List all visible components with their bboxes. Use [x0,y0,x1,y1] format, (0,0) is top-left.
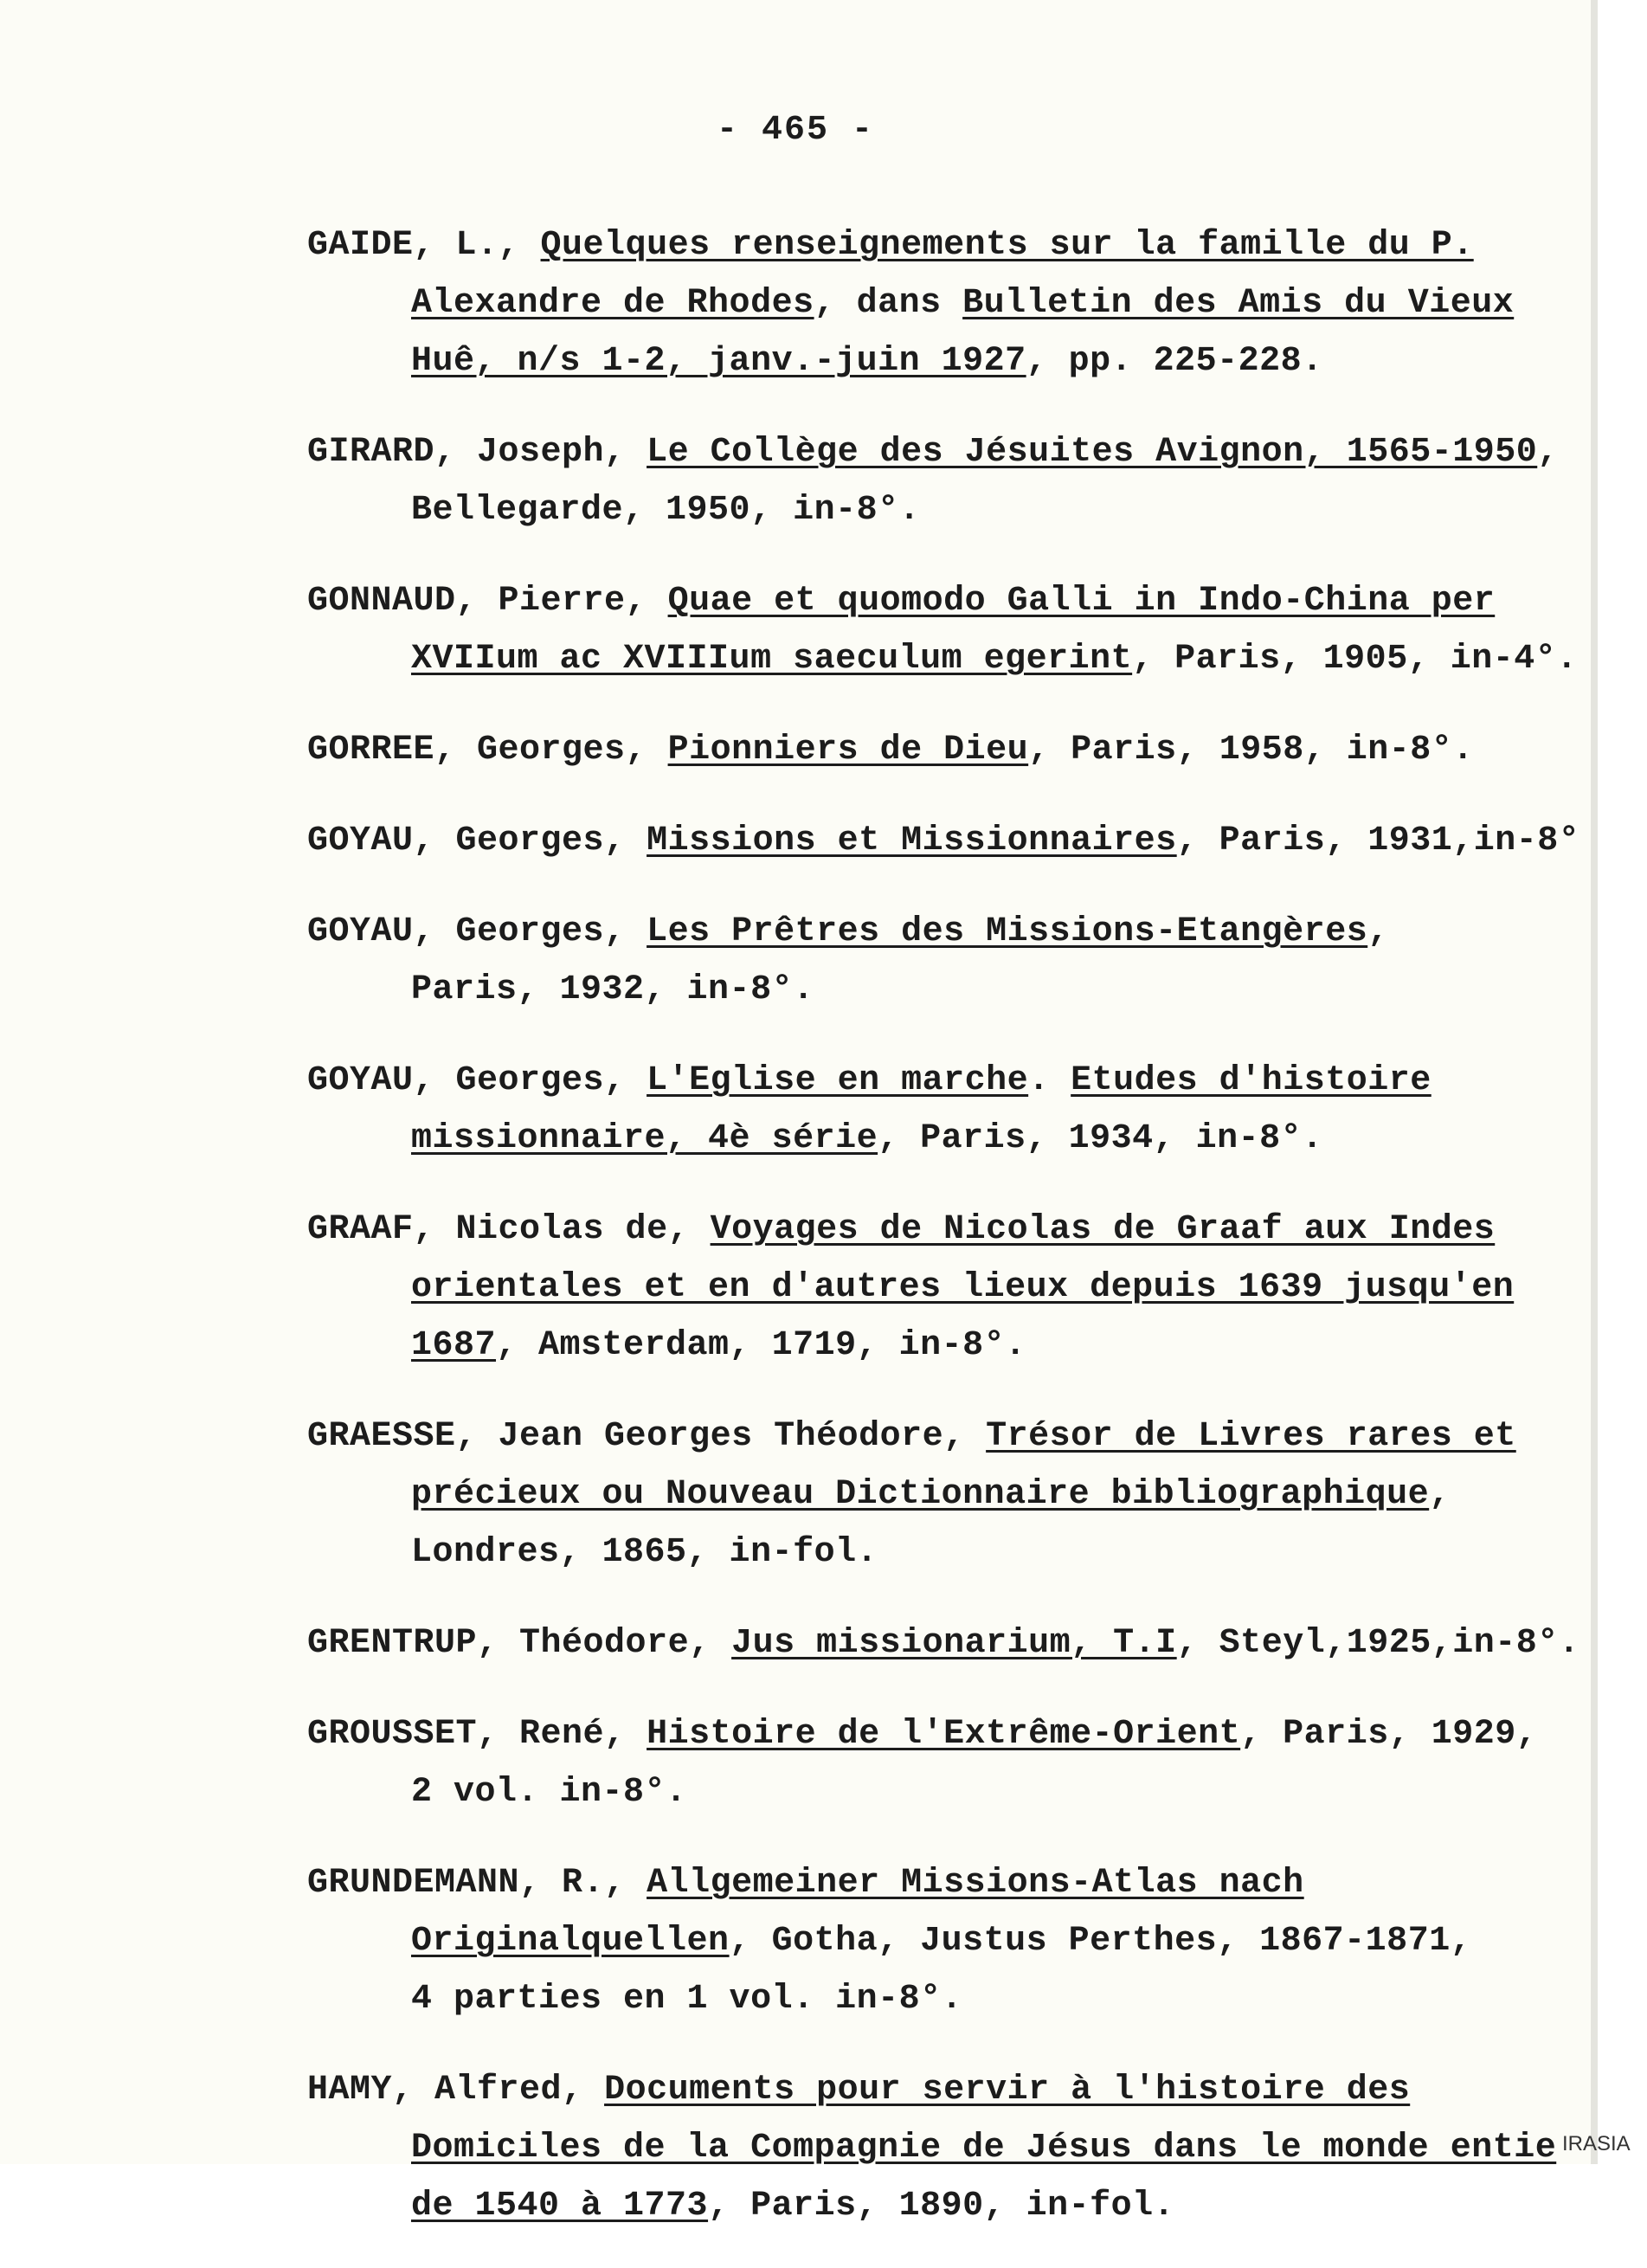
entry-text: GIRARD, Joseph, [307,433,647,472]
entry-line [307,1052,1579,1110]
entry-text: , Gotha, Justus Perthes, 1867-1871, [729,1922,1472,1961]
watermark: IRASIA [1562,2132,1631,2155]
entry-text: GOYAU, Georges, [307,822,647,860]
entry-line [307,1854,1579,1912]
entry-line [307,423,1579,481]
entry-title-text: L'Eglise en marche [647,1061,1029,1100]
entry-text: Bellegarde, 1950, in-8°. [411,491,921,530]
entry-title-text: XVIIum ac XVIIIum saeculum egerint [411,640,1133,679]
entry-line [307,1259,1579,1317]
entry-text: Paris, 1932, in-8°. [411,970,814,1009]
bibliography-entry [307,812,1579,870]
entry-line [307,1201,1579,1259]
bibliography-entry [307,423,1579,539]
entry-line [307,2177,1579,2235]
entry-title-text: Huê, n/s 1-2, janv.-juin 1927 [411,342,1026,381]
entry-text: , Paris, 1905, in-4°. [1132,640,1578,679]
bibliography-entry [307,2061,1579,2235]
entry-text: 2 vol. in-8°. [411,1773,687,1812]
entry-line [307,1705,1579,1763]
entry-title-text: Originalquellen [411,1922,730,1961]
entry-text: , Paris, 1958, in-8°. [1028,731,1474,770]
bibliography-entry [307,721,1579,779]
entry-text: , dans [814,284,963,323]
entry-title-text: Bulletin des Amis du Vieux [962,284,1515,323]
entry-line [307,274,1579,332]
entry-title-text: précieux ou Nouveau Dictionnaire bibliographique [411,1475,1430,1514]
entry-title-text: Voyages de Nicolas de Graaf aux Indes [710,1210,1496,1249]
entry-text: GOYAU, Georges, [307,1061,647,1100]
entry-title-text: Allgemeiner Missions-Atlas nach [647,1864,1304,1903]
entry-title-text: Domiciles de la Compagnie de Jésus dans le monde entie [411,2129,1557,2168]
entry-text: , Paris, 1934, in-8°. [878,1119,1323,1158]
entry-text: GAIDE, L., [307,226,541,265]
entry-line [307,1110,1579,1168]
entry-line [307,630,1579,688]
entry-text: GOYAU, Georges, [307,912,647,951]
bibliography-entry [307,1614,1579,1672]
entry-text: GROUSSET, René, [307,1715,647,1754]
entry-title-text: Trésor de Livres rares et [986,1417,1516,1456]
entry-title-text: de 1540 à 1773 [411,2187,709,2226]
entry-line [307,903,1579,961]
bibliography-entry [307,903,1579,1019]
entry-text: , [1537,433,1559,472]
entry-line [307,216,1579,274]
entry-line [307,1408,1579,1466]
bibliography-entry [307,1201,1579,1375]
entry-text: GRAESSE, Jean Georges Théodore, [307,1417,987,1456]
entry-title-text: Jus missionarium, T.I [731,1624,1177,1663]
entry-text: HAMY, Alfred, [307,2071,605,2110]
entry-title-text: orientales et en d'autres lieux depuis 1639 jusqu'en [411,1268,1515,1307]
entry-line [307,1970,1579,2028]
entry-text: , Paris, 1929, [1240,1715,1538,1754]
entry-line [307,812,1579,870]
entry-line [307,2061,1579,2119]
bibliography-entry [307,1052,1579,1168]
entry-title-text: Histoire de l'Extrême-Orient [647,1715,1241,1754]
bibliography-entry [307,1408,1579,1582]
entry-title-text: Documents pour servir à l'histoire des [604,2071,1411,2110]
bibliography-list [307,216,1579,2268]
entry-text: , Amsterdam, 1719, in-8°. [496,1326,1026,1365]
entry-line [307,1614,1579,1672]
entry-title-text: Les Prêtres des Missions-Etangères [647,912,1368,951]
entry-title-text: Alexandre de Rhodes [411,284,814,323]
entry-line [307,481,1579,539]
bibliography-entry [307,572,1579,688]
page-number: - 465 - [716,111,875,150]
entry-line [307,721,1579,779]
entry-text: GRAAF, Nicolas de, [307,1210,711,1249]
entry-text: , Steyl,1925,in-8°. [1176,1624,1580,1663]
entry-text: Londres, 1865, in-fol. [411,1533,878,1572]
entry-title-text: Etudes d'histoire [1071,1061,1431,1100]
entry-title-text: Quelques renseignements sur la famille du P. [540,226,1474,265]
entry-title-text: Quae et quomodo Galli in Indo-China per [667,582,1496,621]
entry-text: , Paris, 1890, in-fol. [708,2187,1175,2226]
entry-line [307,2119,1579,2177]
entry-line [307,572,1579,630]
bibliography-entry [307,1854,1579,2028]
entry-line [307,1912,1579,1970]
entry-title-text: 1687 [411,1326,497,1365]
entry-text: , Paris, 1931,in-8° [1176,822,1580,860]
entry-line [307,1466,1579,1524]
entry-text: , pp. 225-228. [1026,342,1323,381]
entry-title-text: Missions et Missionnaires [647,822,1177,860]
entry-text: , [1429,1475,1451,1514]
entry-line [307,1524,1579,1582]
entry-line [307,1763,1579,1821]
entry-text: 4 parties en 1 vol. in-8°. [411,1980,963,2019]
bibliography-entry [307,216,1579,390]
entry-title-text: Pionniers de Dieu [667,731,1029,770]
entry-line [307,961,1579,1019]
entry-text: GORREE, Georges, [307,731,668,770]
entry-line [307,332,1579,390]
entry-text: GRENTRUP, Théodore, [307,1624,732,1663]
entry-text: . [1028,1061,1071,1100]
entry-text: GONNAUD, Pierre, [307,582,668,621]
entry-title-text: Le Collège des Jésuites Avignon, 1565-1950 [647,433,1538,472]
bibliography-entry [307,1705,1579,1821]
page-edge [1591,0,1598,2164]
entry-text: GRUNDEMANN, R., [307,1864,647,1903]
entry-line [307,1317,1579,1375]
entry-title-text: missionnaire, 4è série [411,1119,878,1158]
entry-text: , [1367,912,1389,951]
